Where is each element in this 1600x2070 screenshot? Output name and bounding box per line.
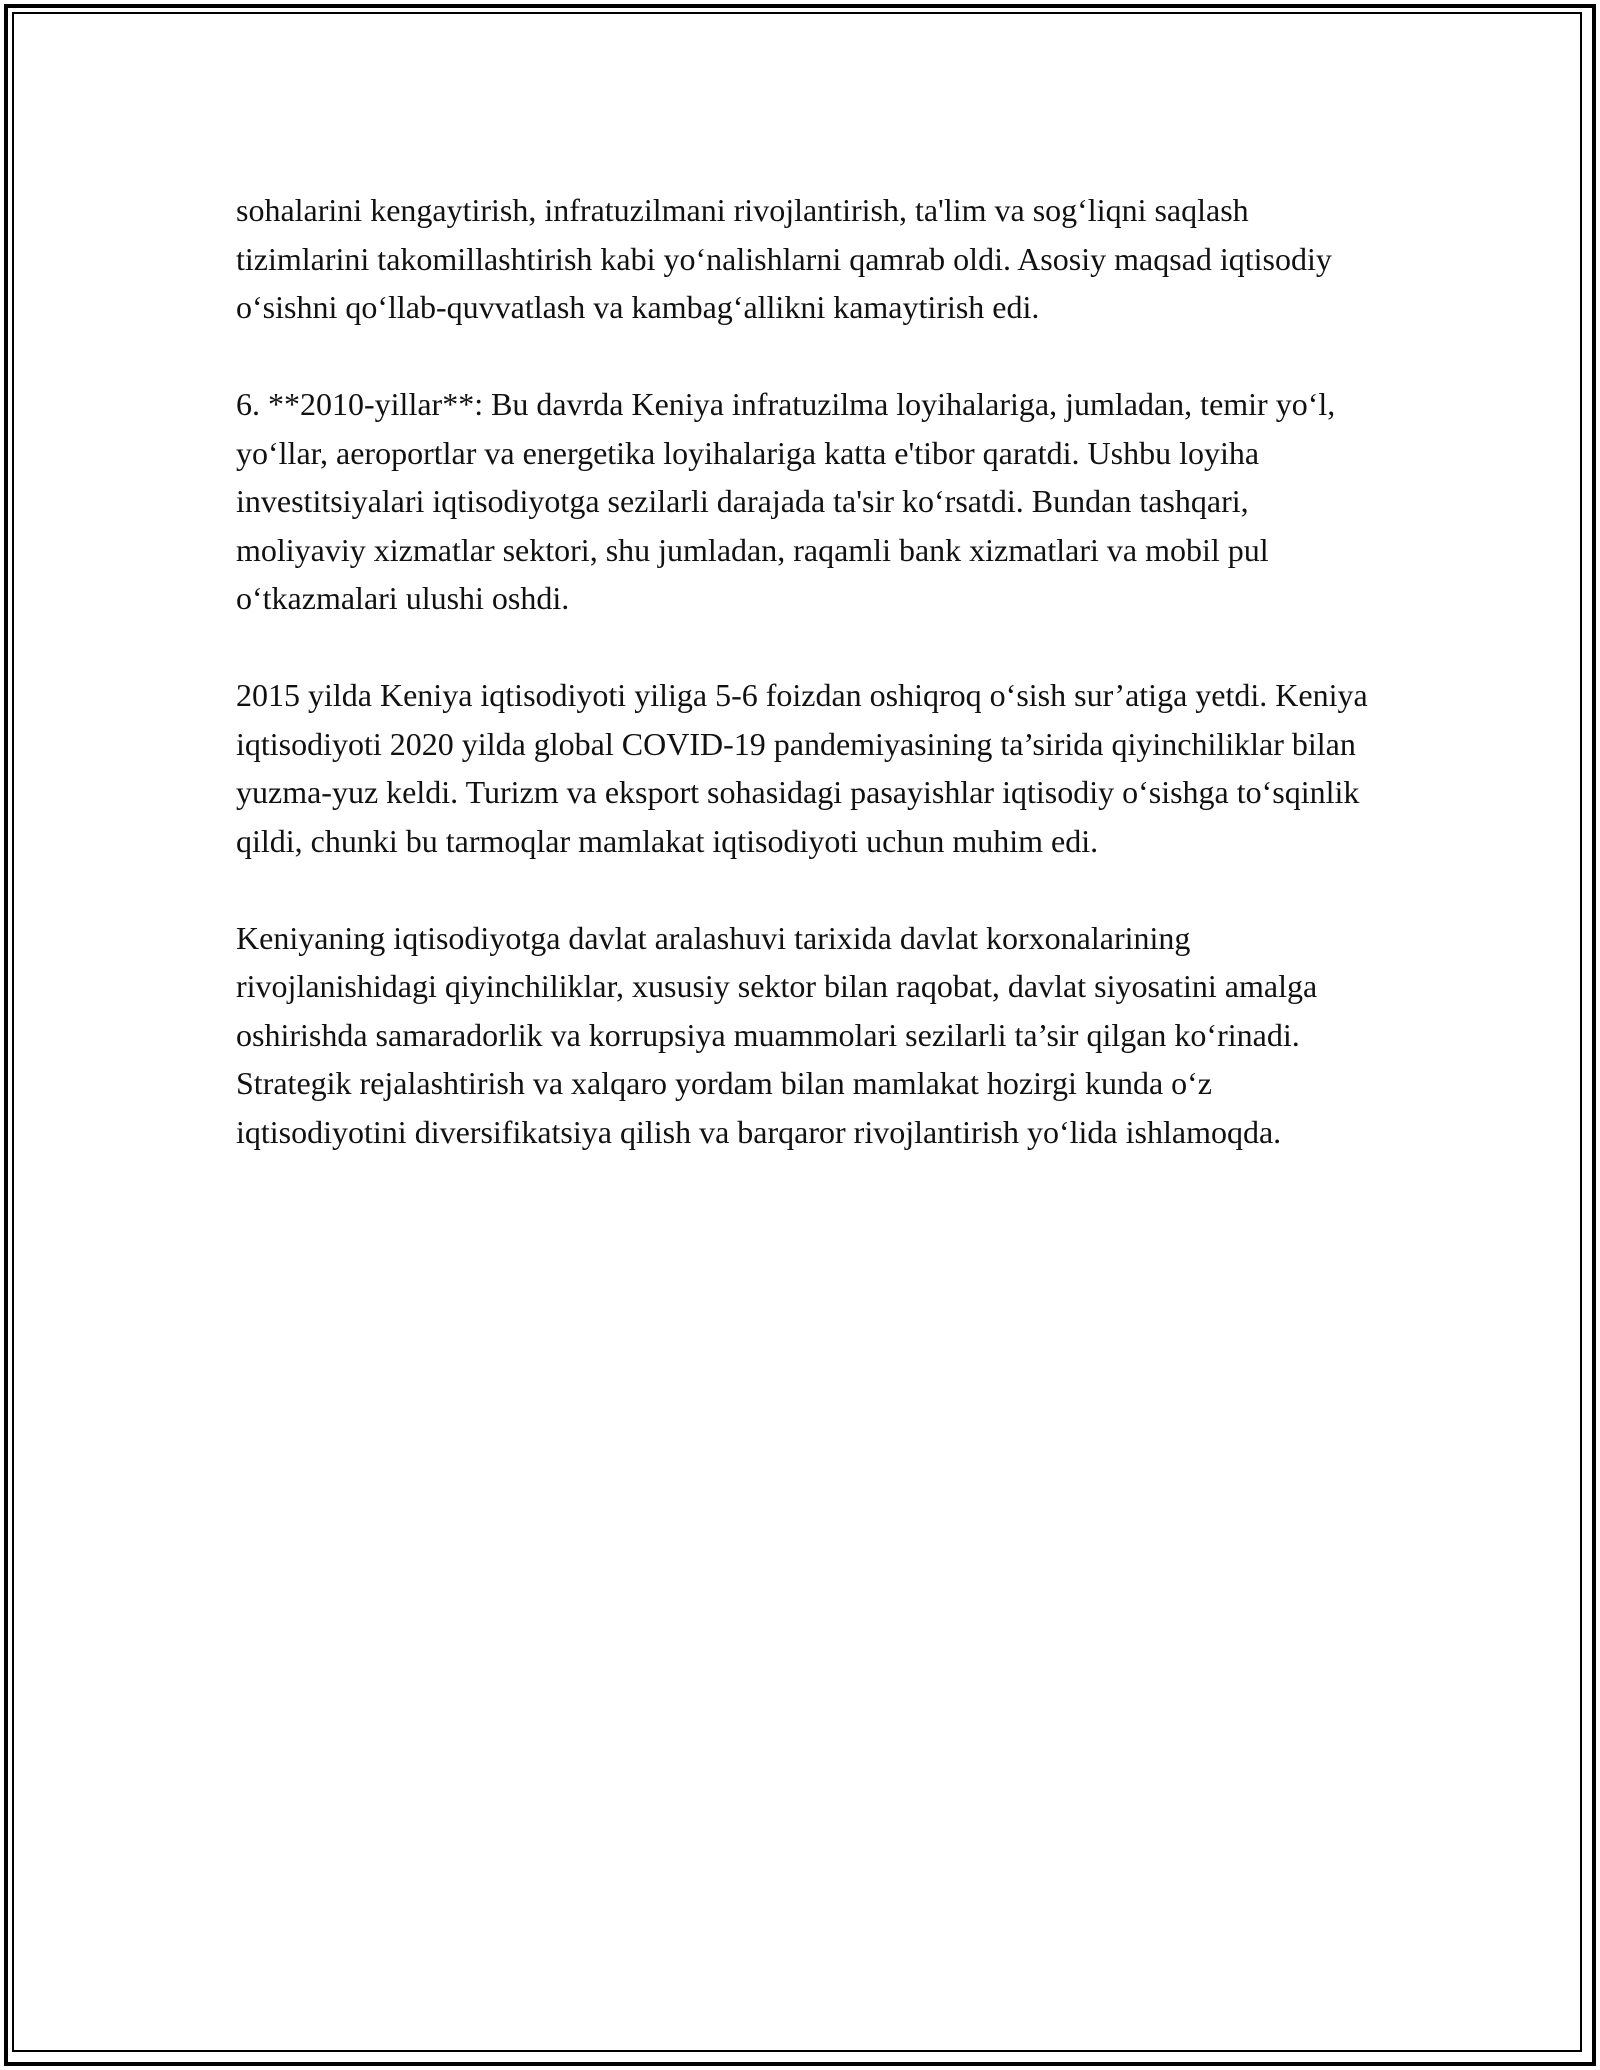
document-body [236, 186, 1376, 1205]
paragraph-3: 2015 yilda Keniya iqtisodiyoti yiliga 5-6 foizdan oshiqroq o‘sish sur’atiga yetdi. Keniya iqtisodiyoti 2020 yilda global COVID-19 pandemiyasining ta’sirida qiyinchiliklar bilan yuzma-yuz keldi. Turizm va eksport sohasidagi pasayishlar iqtisodiy o‘sishga to‘sqinlik qildi, chunki bu tarmoqlar mamlakat iqtisodiyoti uchun muhim edi. [236, 677, 1368, 859]
paragraph-2: 6. **2010-yillar**: Bu davrda Keniya infratuzilma loyihalariga, jumladan, temir yo‘l, yo‘llar, aeroportlar va energetika loyihalariga katta e'tibor qaratdi. Ushbu loyiha investitsiyalari iqtisodiyotga sezilarli darajada ta'sir ko‘rsatdi. Bundan tashqari, moliyaviy xizmatlar sektori, shu jumladan, raqamli bank xizmatlari va mobil pul o‘tkazmalari ulushi oshdi. [236, 386, 1336, 616]
paragraph-4: Keniyaning iqtisodiyotga davlat aralashuvi tarixida davlat korxonalarining rivojlanishidagi qiyinchiliklar, xususiy sektor bilan raqobat, davlat siyosatini amalga oshirishda samaradorlik va korrupsiya muammolari sezilarli ta’sir qilgan ko‘rinadi. Strategik rejalashtirish va xalqaro yordam bilan mamlakat hozirgi kunda o‘z iqtisodiyotini diversifikatsiya qilish va barqaror rivojlantirish yo‘lida ishlamoqda. [236, 919, 1318, 1150]
paragraph-1: sohalarini kengaytirish, infratuzilmani rivojlantirish, ta'lim va sog‘liqni saqlash tizimlarini takomillashtirish kabi yo‘nalishlarni qamrab oldi. Asosiy maqsad iqtisodiy o‘sishni qo‘llab-quvvatlash va kambag‘allikni kamaytirish edi. [236, 192, 1332, 325]
